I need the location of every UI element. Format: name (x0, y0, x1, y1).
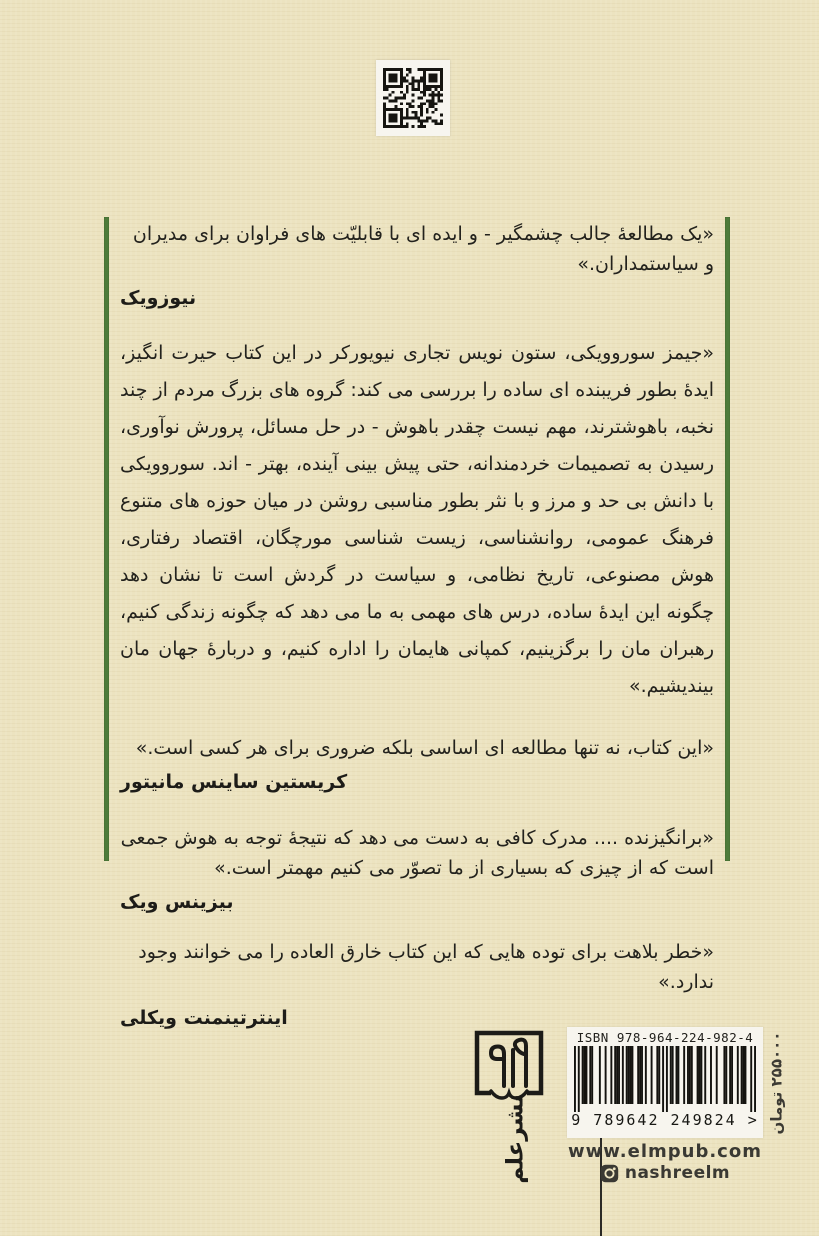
publisher-website: www.elmpub.com (568, 1141, 762, 1162)
review-quote-businessweek: «برانگیزنده .... مدرک کافی به دست می دهد که نتیجهٔ توجه به هوش جمعی است که از چیزی که بسیاری از ما تصوّر می کنیم مهمتر است.» (120, 827, 714, 879)
price-label: ۲۵۵۰۰۰ تومان (767, 1031, 786, 1135)
qr-code (376, 60, 450, 136)
review-quote-csmonitor: «این کتاب، نه تنها مطالعه ای اساسی بلکه ضروری برای هر کسی است.» (135, 737, 714, 759)
isbn-barcode-block (567, 1027, 763, 1138)
book-description: «جیمز سوروویکی، ستون نویس تجاری نیویورکر در این کتاب حیرت انگیز، ایدهٔ بطور فریبنده ای ساده را بررسی می کند: گروه های بزرگ مردم از چند نخبه، باهوشترند، مهم نیست چقدر باهوش - در حل مسائل، پرورش نوآوری، رسیدن به تصمیمات خردمندانه، حتی پیش بینی آینده، بهتر - اند. سوروویکی با دانش بی حد و مرز و با نثر بطور مناسبی روشن در میان حوزه های متنوع فرهنگ عمومی، روانشناسی، زیست شناسی مورچگان، اقتصاد رفتاری، هوش مصنوعی، تاریخ نظامی، و سیاست در گردش است تا نشان دهد چگونه این ایدهٔ ساده، درس های مهمی به ما می دهد که چگونه زندگی کنیم، رهبران مان را برگزینیم، کمپانی هایمان را اداره کنیم، و دربارهٔ جهان مان بیندیشیم.» (120, 342, 714, 697)
review-quote-entertainment-weekly: «خطر بلاهت برای توده هایی که این کتاب خارق العاده را می خوانند وجود ندارد.» (138, 941, 714, 993)
review-quote-newsweek: «یک مطالعهٔ جالب چشمگیر - و ایده ای با قابلیّت های فراوان برای مدیران و سیاستمداران.» (132, 223, 714, 275)
price-vertical (758, 1025, 794, 1141)
instagram-icon (600, 1164, 619, 1183)
instagram-handle: nashreelm (624, 1163, 731, 1183)
review-source-newsweek: نیوزویک (120, 287, 197, 309)
review-source-businessweek: بیزینس ویک (120, 891, 234, 913)
review-source-csmonitor: کریستین ساینس مانیتور (120, 771, 348, 793)
qr-code-pattern (383, 68, 443, 128)
review-source-entertainment-weekly: اینترتینمنت ویکلی (120, 1007, 288, 1029)
instagram-row (560, 1163, 770, 1183)
ean13-barcode (574, 1046, 756, 1112)
publisher-name-vertical (486, 1094, 546, 1184)
nashr-elm-logo-icon (474, 1030, 546, 1104)
isbn-label: ISBN 978-964-224-982-4 (576, 1030, 754, 1045)
green-rule-right (725, 217, 730, 861)
publisher-name: نشرعلم (503, 1094, 530, 1184)
reviews-text-column (120, 219, 714, 1033)
barcode-digits: 9 789642 249824 > (571, 1111, 759, 1129)
reviews-panel (104, 217, 730, 1033)
publisher-logo (474, 1030, 546, 1104)
green-rule-left (104, 217, 109, 861)
